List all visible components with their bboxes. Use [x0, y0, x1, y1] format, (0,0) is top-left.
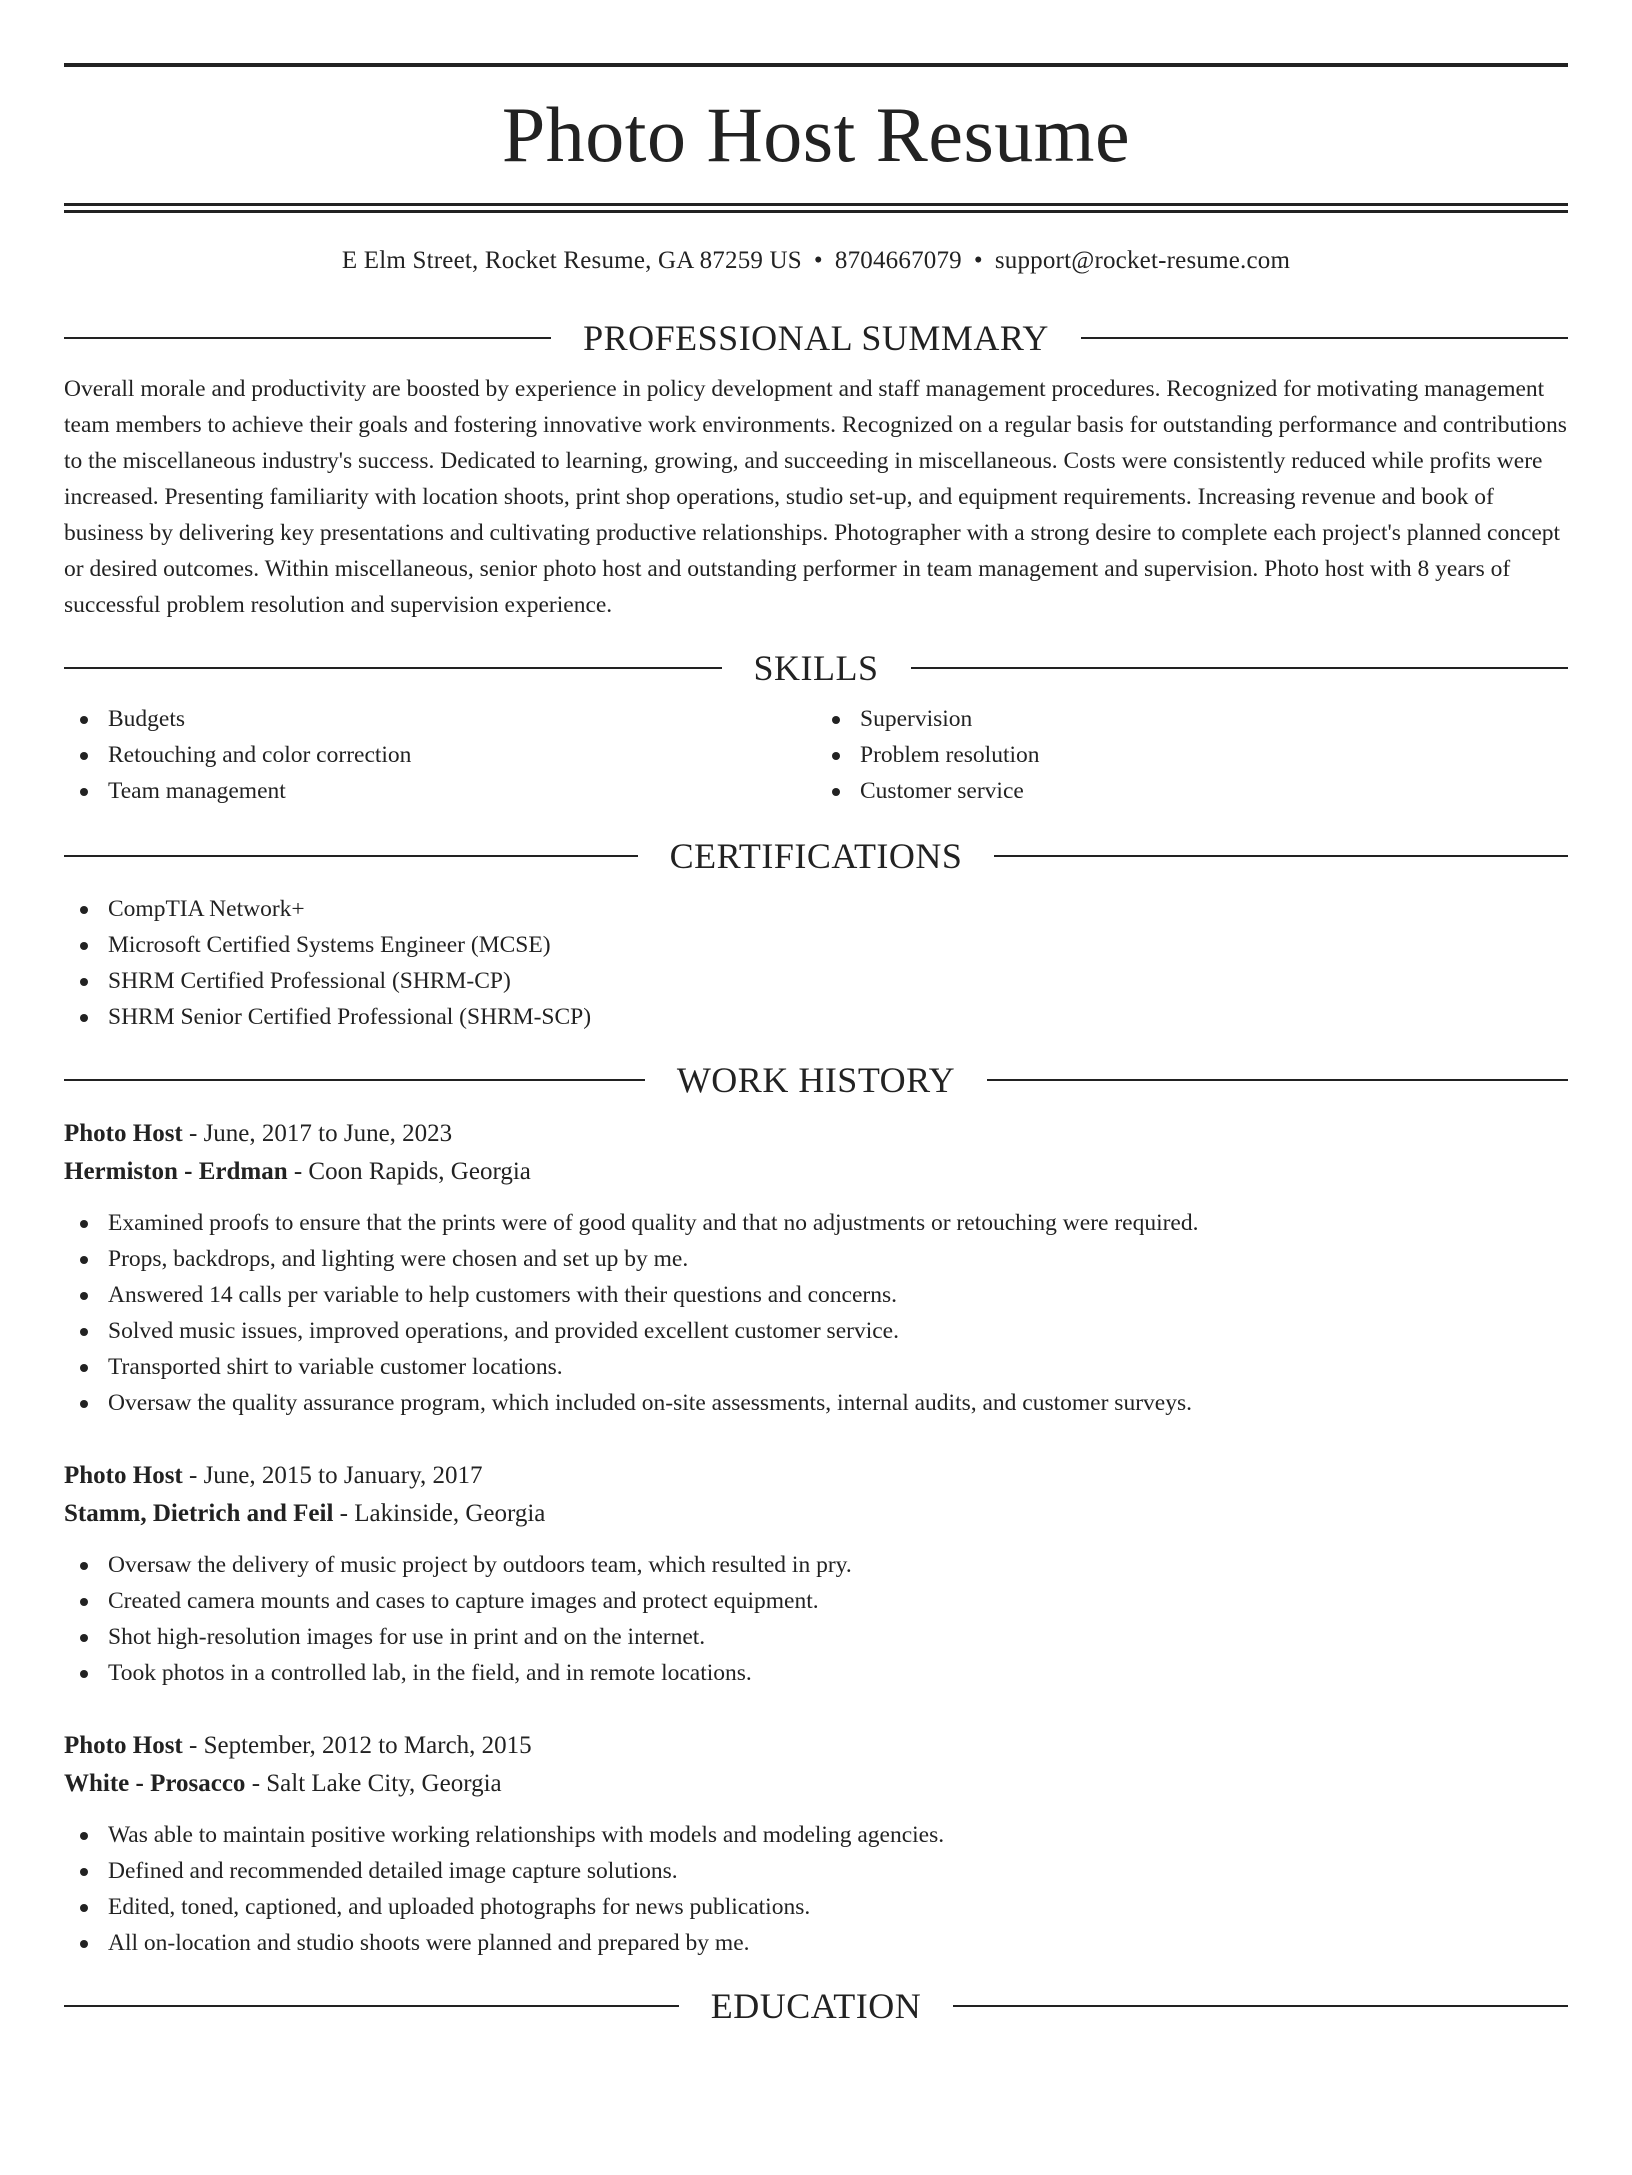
certification-item: CompTIA Network+	[64, 891, 1568, 927]
skills-section-heading	[64, 645, 1568, 691]
summary-paragraph: Overall morale and productivity are boosted by experience in policy development and staff management procedures. Recognized for motivating management team members to achieve their goals and fostering innovative work environments. Recognized on a regular basis for outstanding performance and contributions to the miscellaneous industry's success. Dedicated to learning, growing, and succeeding in miscellaneous. Costs were consistently reduced while profits were increased. Presenting familiarity with location shoots, print shop operations, studio set-up, and equipment requirements. Increasing revenue and book of business by delivering key presentations and cultivating productive relationships. Photographer with a strong desire to complete each project's planned concept or desired outcomes. Within miscellaneous, senior photo host and outstanding performer in team management and supervision. Photo host with 8 years of successful problem resolution and supervision experience.	[64, 376, 1567, 618]
work-history-heading-label: WORK HISTORY	[676, 1060, 956, 1100]
job-entry	[64, 1115, 1568, 1421]
job-bullets	[64, 1817, 1568, 1961]
job-title: Photo Host	[64, 1732, 183, 1759]
resume-page	[0, 63, 1632, 2175]
job-dates: - September, 2012 to March, 2015	[182, 1732, 532, 1759]
job-company: White - Prosacco	[64, 1770, 246, 1797]
contact-address: E Elm Street, Rocket Resume, GA 87259 US	[341, 247, 802, 274]
skill-item: Problem resolution	[816, 737, 1568, 773]
certification-item: SHRM Certified Professional (SHRM-CP)	[64, 963, 1568, 999]
job-bullet: Transported shirt to variable customer locations.	[64, 1349, 1568, 1385]
skill-item: Retouching and color correction	[64, 737, 816, 773]
heading-rule	[64, 667, 722, 669]
summary-heading-label: PROFESSIONAL SUMMARY	[583, 318, 1049, 358]
job-bullet: Created camera mounts and cases to capture images and protect equipment.	[64, 1583, 1568, 1619]
heading-rule	[64, 1079, 645, 1081]
job-title-line	[64, 1457, 1568, 1495]
job-title-line	[64, 1115, 1568, 1153]
job-title: Photo Host	[64, 1462, 183, 1489]
job-company-line	[64, 1765, 1568, 1803]
job-bullet: Defined and recommended detailed image capture solutions.	[64, 1853, 1568, 1889]
job-location: - Salt Lake City, Georgia	[245, 1770, 502, 1797]
job-bullet: Oversaw the quality assurance program, which included on-site assessments, internal audits, and customer surveys.	[64, 1385, 1568, 1421]
resume-title: Photo Host Resume	[501, 91, 1131, 178]
certification-item: Microsoft Certified Systems Engineer (MCSE)	[64, 927, 1568, 963]
job-company: Stamm, Dietrich and Feil	[64, 1500, 334, 1527]
job-bullet: All on-location and studio shoots were planned and prepared by me.	[64, 1925, 1568, 1961]
skills-heading-label: SKILLS	[753, 648, 879, 688]
certifications-heading-label: CERTIFICATIONS	[669, 836, 963, 876]
certifications-list	[64, 891, 1568, 1035]
job-bullet: Examined proofs to ensure that the prints were of good quality and that no adjustments or retouching were required.	[64, 1205, 1568, 1241]
job-bullet: Oversaw the delivery of music project by outdoors team, which resulted in pry.	[64, 1547, 1568, 1583]
contact-separator: •	[813, 247, 823, 274]
job-dates: - June, 2017 to June, 2023	[182, 1120, 453, 1147]
job-bullets	[64, 1547, 1568, 1691]
contact-email: support@rocket-resume.com	[994, 247, 1291, 274]
heading-rule	[64, 2005, 679, 2007]
heading-rule	[994, 855, 1568, 857]
heading-rule	[1081, 337, 1568, 339]
certification-item: SHRM Senior Certified Professional (SHRM-SCP)	[64, 999, 1568, 1035]
title-double-rule	[64, 203, 1568, 213]
heading-rule	[911, 667, 1569, 669]
job-bullet: Solved music issues, improved operations, and provided excellent customer service.	[64, 1313, 1568, 1349]
job-bullet: Was able to maintain positive working relationships with models and modeling agencies.	[64, 1817, 1568, 1853]
contact-separator: •	[973, 247, 983, 274]
job-company: Hermiston - Erdman	[64, 1158, 288, 1185]
education-heading-label: EDUCATION	[710, 1986, 922, 2026]
contact-phone: 8704667079	[834, 247, 962, 274]
job-bullet: Props, backdrops, and lighting were chosen and set up by me.	[64, 1241, 1568, 1277]
education-section-heading	[64, 1983, 1568, 2029]
heading-rule	[987, 1079, 1568, 1081]
job-entry	[64, 1457, 1568, 1691]
skills-grid	[64, 701, 1568, 809]
job-bullet: Took photos in a controlled lab, in the field, and in remote locations.	[64, 1655, 1568, 1691]
certifications-section-heading	[64, 833, 1568, 879]
job-company-line	[64, 1153, 1568, 1191]
heading-rule	[64, 337, 551, 339]
job-location: - Lakinside, Georgia	[333, 1500, 546, 1527]
skill-item: Budgets	[64, 701, 816, 737]
contact-line	[64, 245, 1568, 277]
skill-item: Team management	[64, 773, 816, 809]
job-bullet: Edited, toned, captioned, and uploaded photographs for news publications.	[64, 1889, 1568, 1925]
heading-rule	[64, 855, 638, 857]
job-bullet: Shot high-resolution images for use in print and on the internet.	[64, 1619, 1568, 1655]
skill-item: Supervision	[816, 701, 1568, 737]
heading-rule	[953, 2005, 1568, 2007]
summary-section-heading	[64, 315, 1568, 361]
job-location: - Coon Rapids, Georgia	[287, 1158, 531, 1185]
job-dates: - June, 2015 to January, 2017	[182, 1462, 483, 1489]
job-company-line	[64, 1495, 1568, 1533]
job-entry	[64, 1727, 1568, 1961]
job-title-line	[64, 1727, 1568, 1765]
job-bullets	[64, 1205, 1568, 1421]
job-title: Photo Host	[64, 1120, 183, 1147]
job-bullet: Answered 14 calls per variable to help customers with their questions and concerns.	[64, 1277, 1568, 1313]
skill-item: Customer service	[816, 773, 1568, 809]
skills-list-right	[816, 701, 1568, 809]
skills-list-left	[64, 701, 816, 809]
top-rule	[64, 63, 1568, 67]
work-history-section-heading	[64, 1057, 1568, 1103]
